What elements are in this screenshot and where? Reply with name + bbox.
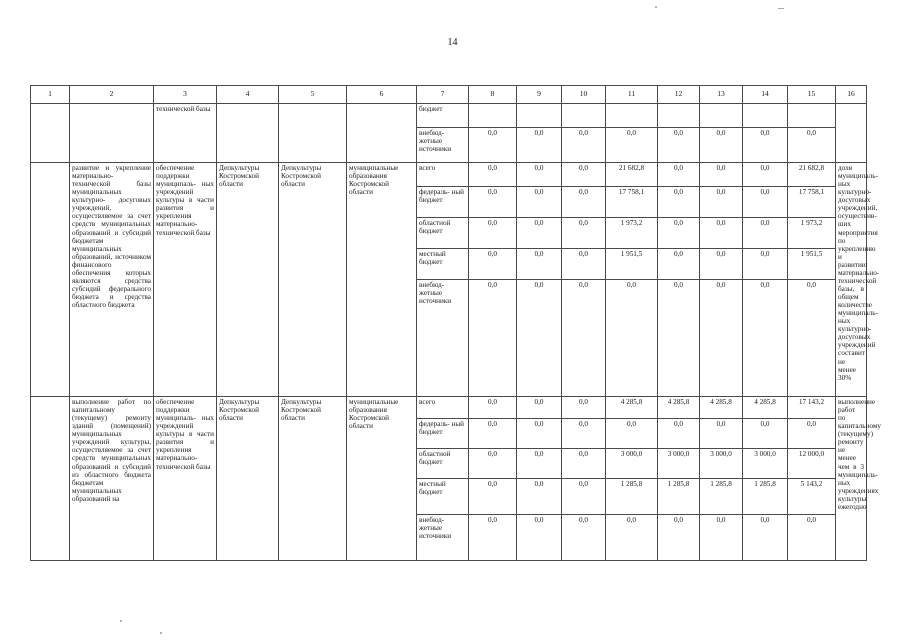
header-cell: 12 [658,86,700,104]
value-cell: 0,0 [517,218,562,249]
cell-col1 [31,397,70,561]
value-cell: 3 000,0 [743,449,788,479]
value-cell: 0,0 [469,397,517,419]
value-cell: 0,0 [469,479,517,515]
scan-mark [778,8,784,9]
value-cell: 0,0 [469,163,517,187]
scan-mark [160,632,162,634]
value-cell: 4 285,8 [743,397,788,419]
header-cell: 10 [562,86,606,104]
task-description: обеспечение поддержки муниципаль- ных учреждений культуры в части развития и укрепления материально- технической базы [154,163,217,397]
value-cell: 0,0 [469,419,517,449]
value-cell: 0,0 [700,163,743,187]
value-cell [743,104,788,128]
funding-source: внебюд- жетные источники [417,280,469,397]
value-cell: 0,0 [606,280,658,397]
value-cell: 0,0 [517,515,562,561]
value-cell: 3 000,0 [606,449,658,479]
header-cell: 14 [743,86,788,104]
value-cell: 0,0 [743,249,788,280]
value-cell: 1 973,2 [606,218,658,249]
cell-col1 [31,104,70,163]
value-cell: 0,0 [606,419,658,449]
value-cell: 0,0 [562,163,606,187]
value-cell: 0,0 [700,128,743,163]
funding-source: бюджет [417,104,469,128]
activity-description: развитие и укрепление материально- технической базы муниципальных культурно- досуговых учреждений, осуществляемое за счет средств муниципальных образований и субсидий бюджетам муниципальных образований, источником финансового обеспечения которых являются средства субсидий федерального бюджета и средства областного бюджета [70,163,154,397]
header-row [31,86,867,104]
header-cell: 8 [469,86,517,104]
header-cell: 16 [836,86,867,104]
value-cell [606,104,658,128]
value-cell: 0,0 [517,449,562,479]
value-cell [562,104,606,128]
value-cell: 0,0 [469,249,517,280]
value-cell: 21 682,8 [788,163,836,187]
activity-description: выполнение работ по капитальному (текущему) ремонту зданий (помещений) муниципальных учреждений культуры, осуществляемое за счет средств муниципальных образований и субсидий из областного бюджета бюджетам муниципальных образований на [70,397,154,561]
header-cell: 15 [788,86,836,104]
value-cell: 0,0 [700,515,743,561]
value-cell: 1 285,8 [606,479,658,515]
value-cell: 0,0 [700,218,743,249]
co-executor: Депкультуры Костромской области [279,397,347,561]
value-cell: 0,0 [562,515,606,561]
value-cell: 0,0 [517,163,562,187]
value-cell: 0,0 [700,249,743,280]
value-cell: 0,0 [469,187,517,218]
value-cell: 0,0 [788,419,836,449]
header-cell: 6 [347,86,417,104]
value-cell: 0,0 [658,249,700,280]
value-cell: 0,0 [562,280,606,397]
value-cell: 0,0 [743,218,788,249]
responsible-executor: Депкультуры Костромской области [217,397,279,561]
value-cell: 0,0 [517,280,562,397]
value-cell: 0,0 [658,187,700,218]
header-cell: 2 [70,86,154,104]
value-cell: 0,0 [743,128,788,163]
value-cell: 0,0 [469,218,517,249]
value-cell: 1 285,8 [658,479,700,515]
value-cell: 0,0 [562,479,606,515]
value-cell: 0,0 [743,187,788,218]
value-cell: 0,0 [700,280,743,397]
cell-col6 [347,104,417,163]
value-cell: 0,0 [658,280,700,397]
value-cell: 0,0 [743,163,788,187]
value-cell: 0,0 [469,280,517,397]
value-cell: 0,0 [788,128,836,163]
funding-source: местный бюджет [417,249,469,280]
funding-source: внебюд- жетные источники [417,515,469,561]
value-cell: 0,0 [658,515,700,561]
value-cell: 0,0 [743,280,788,397]
value-cell: 0,0 [562,187,606,218]
header-cell: 4 [217,86,279,104]
value-cell: 0,0 [469,128,517,163]
value-cell: 0,0 [562,419,606,449]
value-cell: 0,0 [743,515,788,561]
page-number: 14 [447,37,458,48]
value-cell: 0,0 [606,128,658,163]
header-cell: 7 [417,86,469,104]
scan-mark [655,6,657,8]
value-cell: 0,0 [658,218,700,249]
value-cell: 0,0 [700,419,743,449]
value-cell: 0,0 [700,187,743,218]
header-cell: 1 [31,86,70,104]
cont-col3: технической базы [154,104,217,163]
responsible-executor: Депкультуры Костромской области [217,163,279,397]
scan-mark [120,620,122,622]
participants: муниципальные образования Костромской области [347,163,417,397]
value-cell: 12 000,0 [788,449,836,479]
value-cell: 0,0 [517,419,562,449]
value-cell: 0,0 [606,515,658,561]
value-cell: 0,0 [517,128,562,163]
participants: муниципальные образования Костромской области [347,397,417,561]
value-cell: 0,0 [658,128,700,163]
value-cell: 0,0 [517,479,562,515]
expected-result: доля муниципаль- ных культурно- досуговых учреждений, осуществив- ших мероприятия по укреплению и развитию материально- технической базы, в общем количестве муниципаль- ных культурно- досуговых учреждений составит не менее 30% [836,163,867,397]
funding-source: всего [417,163,469,187]
value-cell: 0,0 [562,128,606,163]
value-cell: 0,0 [469,515,517,561]
value-cell: 1 951,5 [788,249,836,280]
value-cell: 0,0 [743,419,788,449]
header-cell: 5 [279,86,347,104]
value-cell: 4 285,8 [606,397,658,419]
table-row [31,163,867,187]
funding-source: внебюд- жетные источники [417,128,469,163]
value-cell: 4 285,8 [658,397,700,419]
funding-source: всего [417,397,469,419]
value-cell: 1 973,2 [788,218,836,249]
header-cell: 3 [154,86,217,104]
value-cell [788,104,836,128]
cell-col5 [279,104,347,163]
value-cell: 3 000,0 [700,449,743,479]
value-cell: 0,0 [562,249,606,280]
value-cell: 1 951,5 [606,249,658,280]
funding-source: местный бюджет [417,479,469,515]
value-cell [700,104,743,128]
value-cell: 17 758,1 [788,187,836,218]
cell-col16 [836,104,867,163]
funding-source: федераль- ный бюджет [417,419,469,449]
funding-source: федераль- ный бюджет [417,187,469,218]
value-cell: 3 000,0 [658,449,700,479]
task-description: обеспечение поддержки муниципаль- ных учреждений культуры в части развития и укрепления материально- технической базы [154,397,217,561]
funding-source: областной бюджет [417,449,469,479]
cell-col1 [31,163,70,397]
value-cell [517,104,562,128]
cell-col4 [217,104,279,163]
value-cell: 4 285,8 [700,397,743,419]
value-cell: 0,0 [562,397,606,419]
value-cell: 0,0 [517,249,562,280]
value-cell: 0,0 [517,397,562,419]
program-table [30,85,881,561]
value-cell: 17 758,1 [606,187,658,218]
table-row [31,397,867,419]
value-cell: 0,0 [788,280,836,397]
header-cell: 13 [700,86,743,104]
value-cell: 5 143,2 [788,479,836,515]
value-cell: 21 682,8 [606,163,658,187]
value-cell: 0,0 [562,449,606,479]
value-cell: 17 143,2 [788,397,836,419]
value-cell: 0,0 [562,218,606,249]
value-cell: 0,0 [469,449,517,479]
value-cell: 1 285,8 [700,479,743,515]
value-cell [469,104,517,128]
header-cell: 9 [517,86,562,104]
table-row [31,104,867,128]
value-cell: 0,0 [517,187,562,218]
value-cell: 0,0 [788,515,836,561]
header-cell: 11 [606,86,658,104]
funding-source: областной бюджет [417,218,469,249]
co-executor: Депкультуры Костромской области [279,163,347,397]
expected-result: выполнение работ по капитальному (текущему) ремонту не менее чем в 3 муниципаль- ных учреждениях культуры ежегодно [836,397,867,561]
value-cell: 0,0 [658,163,700,187]
cell-col2 [70,104,154,163]
value-cell: 0,0 [658,419,700,449]
value-cell [658,104,700,128]
value-cell: 1 285,8 [743,479,788,515]
